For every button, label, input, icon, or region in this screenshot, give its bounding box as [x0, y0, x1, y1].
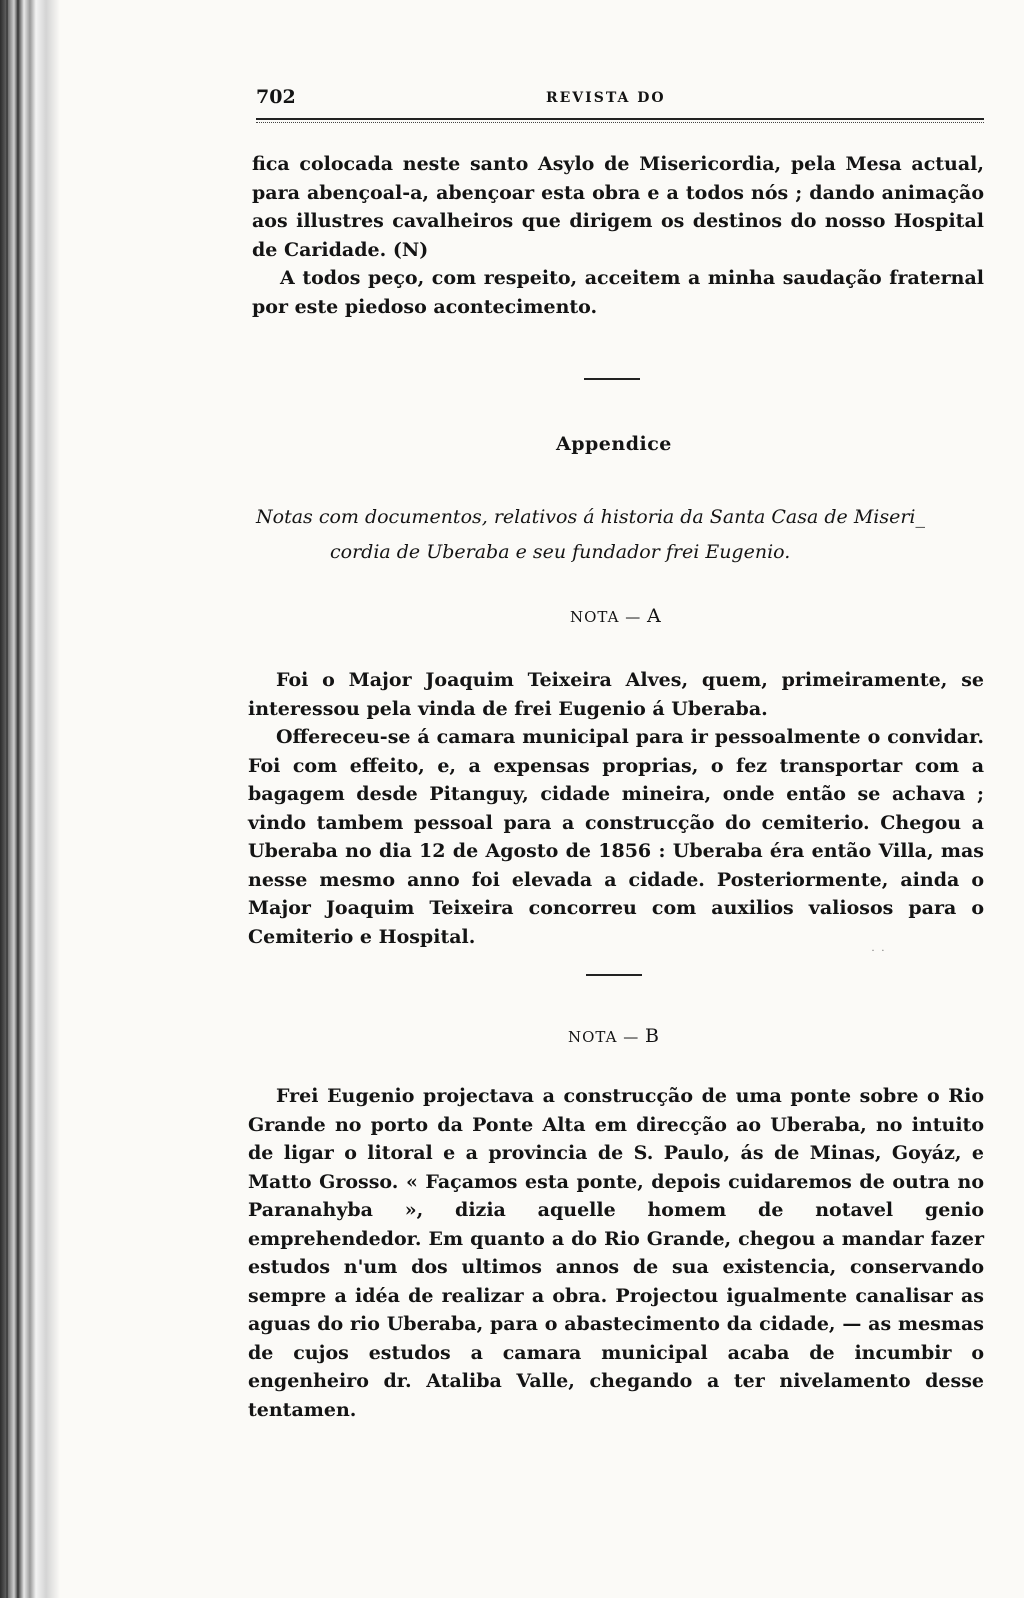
- section-divider: [586, 974, 642, 976]
- paragraph: fica colocada neste santo Asylo de Misericordia, pela Mesa actual, para abençoal-a, abençoar esta obra e a todos nós ; dando animação aos illustres cavalheiros que dirigem os destinos do nosso Hospital de Caridade. (N): [252, 153, 984, 261]
- header-rule-dotted: [256, 122, 984, 123]
- appendix-subtitle: [256, 500, 984, 570]
- paragraph: A todos peço, com respeito, acceitem a minha saudação fraternal por este piedoso acontecimento.: [252, 267, 984, 318]
- section-divider: [584, 378, 640, 380]
- nota-a-heading: [570, 605, 662, 627]
- nota-letter: A: [647, 605, 662, 627]
- nota-b-text: [248, 1082, 984, 1424]
- appendix-title: Appendice: [556, 433, 672, 455]
- print-specks: ˙ ˙: [870, 948, 886, 962]
- page-number: 702: [256, 86, 296, 108]
- nota-label: NOTA —: [568, 1028, 640, 1046]
- paragraph: Frei Eugenio projectava a construcção de uma ponte sobre o Rio Grande no porto da Ponte Alta em direcção ao Uberaba, no intuito de ligar o litoral e a provincia de S. Paulo, ás de Minas, Goyáz, e Matto Grosso. « Façamos esta ponte, depois cuidaremos de outra no Paranahyba », dizia aquelle homem de notavel genio emprehendedor. Em quanto a do Rio Grande, chegou a mandar fazer estudos n'um dos ultimos annos de sua existencia, conservando sempre a idéa de realizar a obra. Projectou igualmente canalisar as aguas do rio Uberaba, para o abastecimento da cidade, — as mesmas de cujos estudos a camara municipal acaba de incumbir o engenheiro dr. Ataliba Valle, chegando a ter nivelamento desse tentamen.: [248, 1085, 984, 1421]
- running-head: REVISTA DO: [546, 90, 666, 106]
- nota-letter: B: [645, 1025, 660, 1047]
- binding-line: [6, 0, 8, 1598]
- page-header: [256, 86, 984, 116]
- nota-label: NOTA —: [570, 608, 642, 626]
- paragraph: Foi o Major Joaquim Teixeira Alves, quem, primeiramente, se interessou pela vinda de frei Eugenio á Uberaba.: [248, 669, 984, 720]
- nota-a-text: [248, 666, 984, 951]
- book-binding-edge: [0, 0, 60, 1598]
- subtitle-line: cordia de Uberaba e seu fundador frei Eugenio.: [330, 541, 791, 563]
- subtitle-line: Notas com documentos, relativos á historia da Santa Casa de Miseri_: [256, 506, 925, 528]
- binding-line: [17, 0, 19, 1598]
- intro-section: [252, 150, 984, 321]
- header-rule: [256, 118, 984, 120]
- paragraph: Offereceu-se á camara municipal para ir pessoalmente o convidar. Foi com effeito, e, a expensas proprias, o fez transportar com a bagagem desde Pitanguy, cidade mineira, onde então se achava ; vindo tambem pessoal para a construcção do cemiterio. Chegou a Uberaba no dia 12 de Agosto de 1856 : Uberaba éra então Villa, mas nesse mesmo anno foi elevada a cidade. Posteriormente, ainda o Major Joaquim Teixeira concorreu com auxilios valiosos para o Cemiterio e Hospital.: [248, 726, 984, 948]
- nota-b-heading: [568, 1025, 660, 1047]
